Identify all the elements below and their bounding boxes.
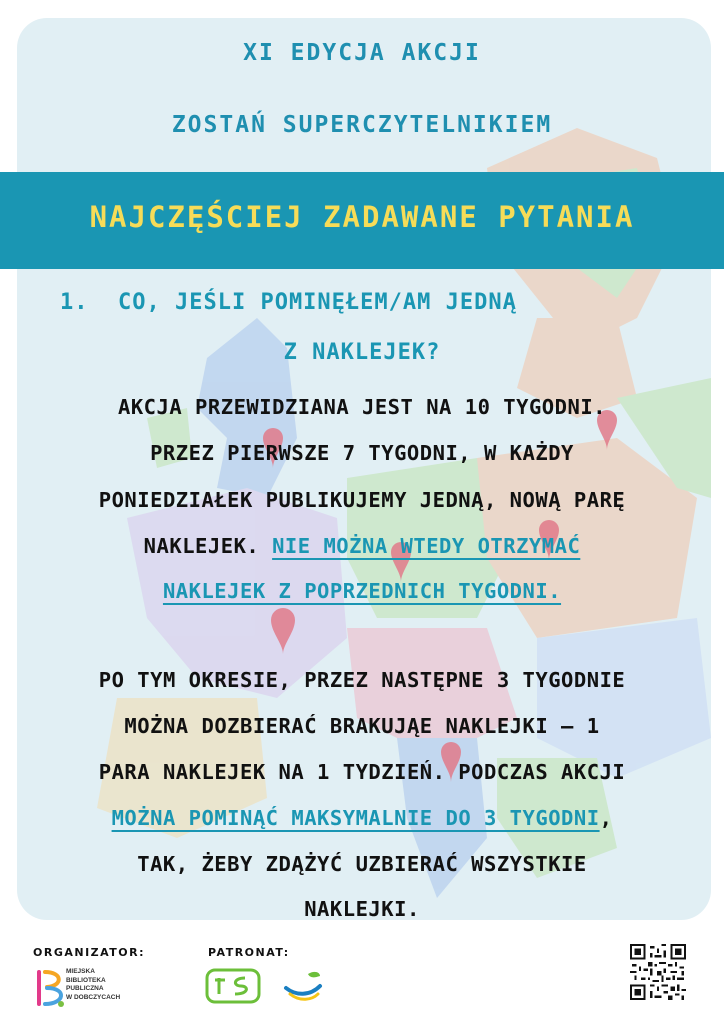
europe-map-background	[17, 18, 711, 920]
answer-line: MOŻNA DOZBIERAĆ BRAKUJĄE NAKLEJKI – 1	[124, 714, 600, 738]
answer-line: PONIEDZIAŁEK PUBLIKUJEMY JEDNĄ, NOWĄ PARĘ	[98, 488, 626, 512]
answer-line: PRZEZ PIERWSZE 7 TYGODNI, W KAŻDY	[150, 441, 574, 465]
question-number: 1.	[60, 290, 89, 315]
edition-title: XI EDYCJA AKCJI	[243, 40, 481, 66]
patron-label: PATRONAT:	[208, 946, 290, 959]
poster-card	[17, 18, 711, 920]
answer-line: AKCJA PRZEWIDZIANA JEST NA 10 TYGODNI.	[118, 395, 606, 419]
answer-line: PO TYM OKRESIE, PRZEZ NASTĘPNE 3 TYGODNIE	[98, 668, 626, 692]
question-text-1: CO, JEŚLI POMINĘŁEM/AM JEDNĄ	[118, 290, 517, 315]
answer-line	[20, 534, 704, 558]
answer-line	[20, 806, 704, 830]
answer-line: PARA NAKLEJEK NA 1 TYDZIEŃ. PODCZAS AKCJI	[98, 760, 626, 784]
question-line-1	[60, 290, 660, 315]
patron-logo-2	[280, 966, 326, 1006]
campaign-title: ZOSTAŃ SUPERCZYTELNIKIEM	[171, 112, 553, 138]
highlight-skip-max-3-weeks: MOŻNA POMINĄĆ MAKSYMALNIE DO 3 TYGODNI	[111, 806, 600, 830]
answer-text: NAKLEJEK.	[143, 534, 273, 558]
qr-code[interactable]	[630, 944, 686, 1000]
library-logo-text: MIEJSKA BIBLIOTEKA PUBLICZNA W DOBCZYCACH	[66, 968, 121, 1001]
highlight-previous-weeks: NAKLEJEK Z POPRZEDNICH TYGODNI.	[162, 579, 562, 603]
answer-text: ,	[599, 806, 613, 830]
question-line-2: Z NAKLEJEK?	[283, 340, 441, 365]
answer-line: NAKLEJKI.	[304, 897, 420, 921]
answer-line: TAK, ŻEBY ZDĄŻYĆ UZBIERAĆ WSZYSTKIE	[137, 852, 587, 876]
answer-line	[20, 579, 704, 603]
organizer-label: ORGANIZATOR:	[33, 946, 146, 959]
highlight-no-previous-stickers: NIE MOŻNA WTEDY OTRZYMAĆ	[272, 534, 581, 558]
faq-banner-title: NAJCZĘŚCIEJ ZADAWANE PYTANIA	[89, 200, 635, 234]
patron-logo-1	[205, 966, 261, 1006]
